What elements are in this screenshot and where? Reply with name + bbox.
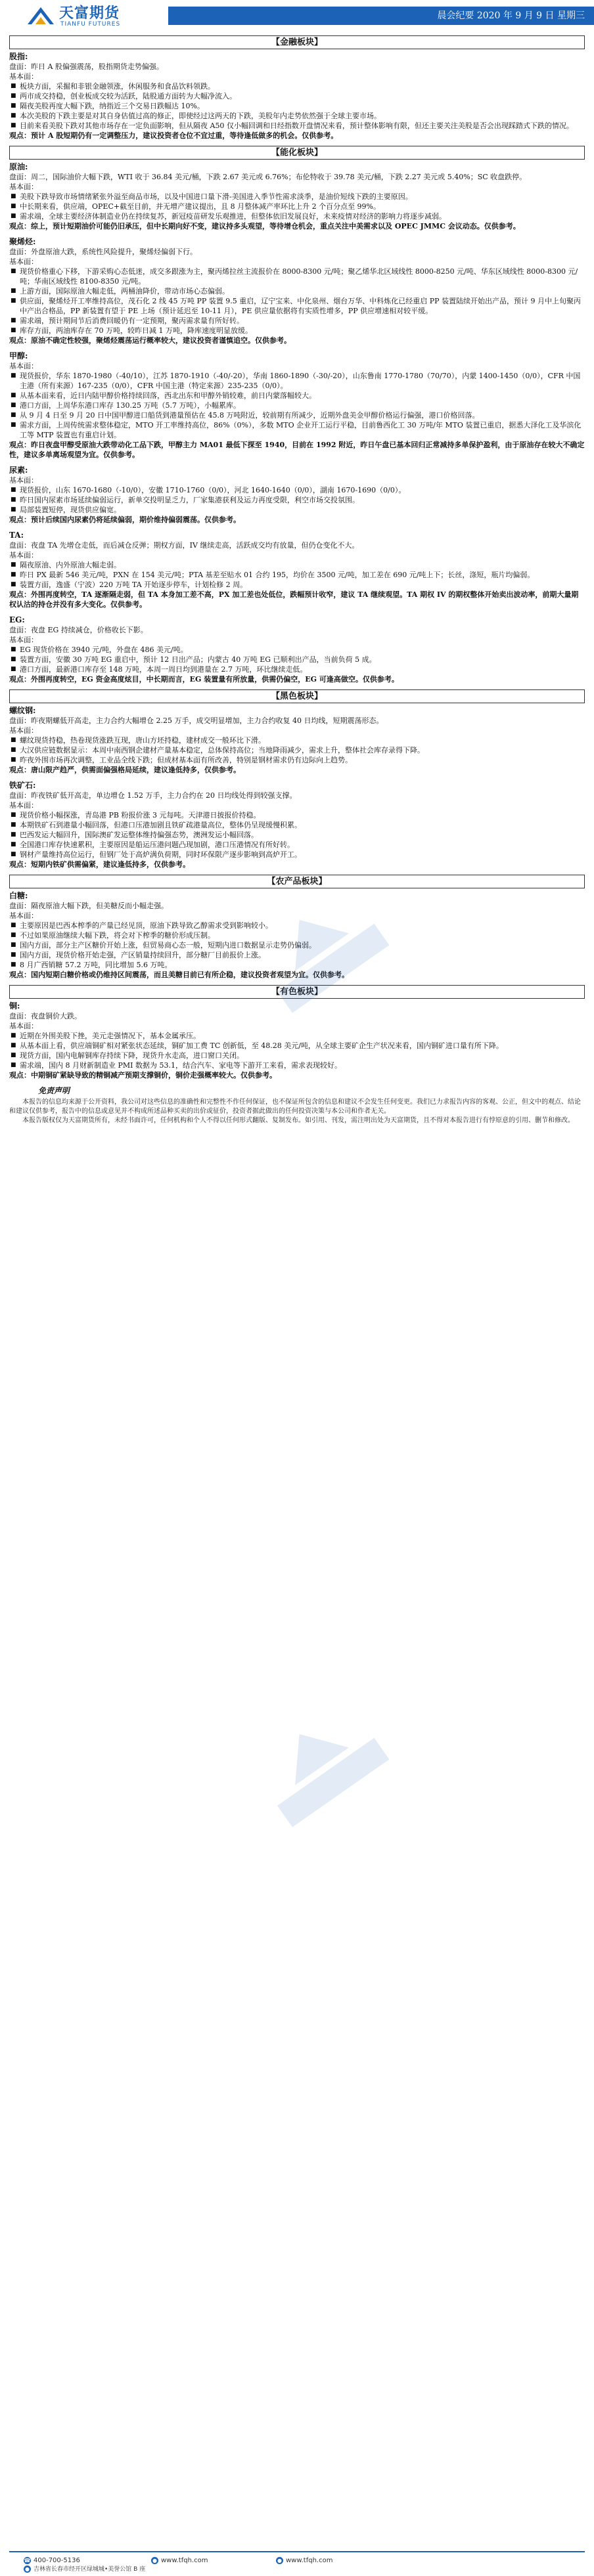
list-item: ■ 供应面，聚烯烃开工率维持高位，茂石化 2 线 45 万吨 PP 装置 9.5 重启，辽宁宝来、中化泉州、烟台万华、中科炼化已经重启 PP 装置陆续开始出产品，预计 9 月中上旬聚丙中产出合格品，PP 新装置有望于 PE 上场（预计延迟至 10-11 月），PE 供应量依据将有实质性增多，PP 供应增速相对较平缓。 xyxy=(9,296,585,316)
market-summary: 盘面：夜盘 TA 先增仓走低，而后减仓反弹；期权方面，IV 继续走高，活跃成交均有放量，但仍仓变化不大。 xyxy=(9,541,359,550)
fundamentals-list xyxy=(9,267,585,336)
fundamentals-list xyxy=(9,560,585,590)
market-summary: 盘面：夜盘铜价大跌。 xyxy=(9,1012,81,1020)
list-item: ■ 从 9 月 4 日至 9 月 20 日中国甲醇进口船货到港量预估在 45.8 万吨附近，较前期有所减少，近期外盘美金甲醇价格运行偏强，港口价格回落。 xyxy=(9,410,585,420)
list-item: ■ 现货价格小幅探涨，青岛港 PB 粉报价涨 3 元每吨。天津港日披报价持稳。 xyxy=(9,810,585,820)
section xyxy=(9,689,585,869)
fundamentals-list xyxy=(9,735,585,765)
list-item: ■ 隔夜美股再度大幅下跌，纳指近三个交易日跌幅达 10%。 xyxy=(9,101,585,111)
list-item: ■ 钢材产量维持高位运行，但钢厂处于高炉满负荷期，同时环保限产逐步影响到高炉开工。 xyxy=(9,850,585,860)
commodity-name: 铁矿石: xyxy=(9,781,36,790)
footer-website-text[interactable]: www.tfqh.com xyxy=(161,2557,208,2564)
list-item: ■ 巴西发运大幅回升，国际澳矿发运整体维持偏强态势，澳洲发运小幅回落。 xyxy=(9,830,585,840)
section xyxy=(9,985,585,1080)
list-item: ■ 板块方面，采掘和非银金融领涨，休闲服务和食品饮料领跌。 xyxy=(9,81,585,91)
list-item: ■ 装置方面，安徽 30 万吨 EG 重启中，预计 12 日出产品；内蒙古 40 万吨 EG 已顺利出产品，当前负荷 5 成。 xyxy=(9,655,585,665)
fundamentals-label: 基本面： xyxy=(9,636,38,644)
fundamentals-label: 基本面： xyxy=(9,801,38,810)
market-summary: 盘面：周二，国际油价大幅下跌，WTI 收于 36.84 美元/桶，下跌 2.67 美元或 6.76%；布伦特收于 39.78 美元/桶，下跌 2.27 美元或 5.40%；SC 收盘跌停。 xyxy=(9,173,527,181)
list-item: ■ 全国港口库存快速累积，主要原因是船运压港问题凸现加剧，港口压港情况有所好转。 xyxy=(9,840,585,850)
list-item: ■ 昨日国内尿素市场延续偏弱运行，新单交投明显乏力，厂家集港获利及运力再度受限，利空市场交投氛围。 xyxy=(9,495,585,505)
list-item: ■ 本期铁矿石到港量小幅回落，但港口压港加剧且铁矿疏港量高位，整体仍呈现缓慢积累。 xyxy=(9,820,585,830)
list-item: ■ 昨日 PX 最新 546 美元/吨，PXN 在 154 美元/吨；PTA 基差至贴水 01 合约 195，均价在 3500 元/吨，加工差在 690 元/吨上下；长丝，涤短，瓶片均偏弱。 xyxy=(9,570,585,580)
footer-divider xyxy=(9,2551,585,2552)
list-item: ■ 目前来看美股下跌对其他市场存在一定负面影响，但从隔夜 A50 仅小幅回调和日经指数开盘情况来看，预计整体影响有限，但还主要关注美股是否会出现踩踏式下跌的情况。 xyxy=(9,121,585,131)
list-item: ■ 上游方面，国际原油大幅走低，两桶油降价，带动市场心态偏弱。 xyxy=(9,286,585,296)
commodity-block xyxy=(9,236,585,345)
list-item: ■ 库存方面，两油库存在 70 万吨，较昨日减 1 万吨，降库速度明显放缓。 xyxy=(9,326,585,336)
list-item: ■ 现货价格重心下移，下游采购心态低迷，成交多跟涨为主，聚丙烯拉丝主流报价在 8000-8300 元/吨；聚乙烯华北区域线性 8000-8250 元/吨、华东区域线性 8000-8300 元/吨；华南区域线性 8100-8350 元/吨。 xyxy=(9,267,585,286)
market-summary: 盘面：昨夜铁矿低开高走，单边增仓 1.52 万手，主力合约在 20 日均线处得到较强支撑。 xyxy=(9,791,297,800)
list-item: ■ 现货报价，华东 1870-1980（-40/10），江苏 1870-1910（-40/-20），华南 1860-1890（-30/-20），山东鲁南 1770-1780（70/70），内蒙 1400-1450（0/0），CFR 中国主港（所有来源）167-235（0/0），CFR 中国主港（特定来源）235-235（0/0）。 xyxy=(9,371,585,391)
commodity-block xyxy=(9,351,585,460)
fundamentals-label: 基本面： xyxy=(9,726,38,735)
commodity-name: 甲醇: xyxy=(9,351,28,360)
market-summary: 盘面：夜盘 EG 持续减仓，价格收长下影。 xyxy=(9,626,148,634)
outlook-text: 观点：国内短期白糖价格或仍维持区间震荡，而且美糖目前已有所企稳，建议投资者观望为宜。仅供参考。 xyxy=(9,971,349,979)
fundamentals-list xyxy=(9,485,585,515)
list-item: ■ 昨夜外围市场再次调整，工业品全线下跌；但成材基本面有所改善，特别是钢材需求仍有边际向上趋势。 xyxy=(9,755,585,765)
footer-address xyxy=(24,2565,145,2573)
market-summary: 盘面：昨夜期螺低开高走，主力合约大幅增仓 2.25 万手，成交明显增加，主力合约收复 40 日均线，短期震荡形态。 xyxy=(9,716,384,725)
logo-text-cn: 天富期货 xyxy=(59,5,120,22)
list-item: ■ 大汉供应链数据显示：本周中南西钢企建材产量基本稳定，总体保持高位；当地降雨减少，需求上升，整体社会库存录得下降。 xyxy=(9,745,585,755)
commodity-name: 螺纹钢: xyxy=(9,706,36,715)
section-title: 【黑色板块】 xyxy=(9,689,585,703)
list-item: ■ 需求端，国内 8 月财新制造业 PMI 数据为 53.1，结合汽车、家电等下游开工来看，需求表现较好。 xyxy=(9,1060,585,1070)
commodity-block xyxy=(9,780,585,869)
section-title: 【能化板块】 xyxy=(9,146,585,160)
commodity-name: 白糖: xyxy=(9,891,28,900)
section-title: 【有色板块】 xyxy=(9,985,585,999)
wechat-icon: ● xyxy=(276,2557,283,2564)
list-item: ■ 港口方面，上周华东港口库存 130.25 万吨（5.7 万吨），小幅累库。 xyxy=(9,401,585,410)
footer-website[interactable] xyxy=(151,2556,208,2565)
report-footer xyxy=(0,2550,594,2576)
footer-wechat-text: www.tfqh.com xyxy=(286,2557,333,2564)
fundamentals-label: 基本面： xyxy=(9,551,38,559)
logo-mark-icon xyxy=(25,5,57,28)
disclaimer xyxy=(9,1085,585,1125)
disclaimer-paragraph: 本报告的信息均来源于公开资料，我公司对这些信息的准确性和完整性不作任何保证，也不保证所包含的信息和建议不会发生任何变更。我们已力求报告内容的客观、公正，但文中的观点、结论和建议仅供参考，报告中的信息或意见并不构成所述品种买卖的出价或征价，投资者据此做出的任何投资决策与本公司和作者无关。 xyxy=(9,1099,581,1115)
commodity-block xyxy=(9,890,585,980)
fundamentals-label: 基本面： xyxy=(9,257,38,266)
location-icon: ● xyxy=(24,2565,31,2573)
fundamentals-list xyxy=(9,645,585,674)
disclaimer-paragraph: 本报告版权仅为天富期货所有，未经书面许可，任何机构和个人不得以任何形式翻版、复制发布。如引用、刊发，需注明出处为天富期货，且不得对本报告进行有悖原意的引用、删节和修改。 xyxy=(22,1117,574,1124)
globe-icon: ● xyxy=(151,2557,158,2564)
footer-address-text: 吉林省长春市经开区绿城城•美誉公馆 B 座 xyxy=(34,2566,146,2573)
fundamentals-list xyxy=(9,192,585,221)
fundamentals-list xyxy=(9,810,585,860)
section xyxy=(9,875,585,980)
section xyxy=(9,35,585,141)
fundamentals-label: 基本面： xyxy=(9,183,38,191)
footer-wechat xyxy=(276,2556,332,2565)
list-item: ■ 不过如果原油继续大幅下跌，将会对下榨季的糖价形成压制。 xyxy=(9,930,585,940)
commodity-name: 股指: xyxy=(9,52,28,61)
report-body xyxy=(0,33,594,1125)
list-item: ■ 现货方面，国内电解铜库存持续下降，现货升水走高，进口窗口关闭。 xyxy=(9,1051,585,1060)
outlook-text: 观点：预计 A 股短期仍有一定调整压力，建议投资者仓位不宜过重，等待逢低做多的机会。仅供参考。 xyxy=(9,131,338,140)
list-item: ■ 国内方面，部分主产区糖价开始上涨，但贸易商心态一般，短期内进口数据显示走势仍偏弱。 xyxy=(9,940,585,950)
outlook-text: 观点：综上，预计短期油价可能仍旧承压，但中长期向好不变，建议持多头观望，等待增仓机会，重点关注中美需求以及 OPEC JMMC 会议动态。仅供参考。 xyxy=(9,222,520,230)
commodity-block xyxy=(9,530,585,609)
fundamentals-label: 基本面： xyxy=(9,362,38,370)
list-item: ■ 从基本面来看，近日内陆甲醇价格持续回落，西北出东和甲醇外销较难，前日内蒙落幅较大。 xyxy=(9,391,585,401)
commodity-name: 聚烯烃: xyxy=(9,237,36,246)
section-title: 【农产品板块】 xyxy=(9,875,585,888)
list-item: ■ 螺纹现货持稳，热卷现货涨跌互现，唐山方坯持稳，建材成交一般环比下滑。 xyxy=(9,735,585,745)
market-summary: 盘面：外盘原油大跌，系统性风险提升，聚烯烃偏弱下行。 xyxy=(9,248,197,256)
outlook-text: 观点：外围再度转空，TA 逐渐隔走弱，但 TA 本身加工差不高，PX 加工差也处低位，跌幅预计收窄，建议 TA 继续观望。TA 期权 IV 的期权整体开始卖出波动率，前期大量期权认沽的持仓并没有多大变化。仅供参考。 xyxy=(9,590,579,609)
outlook-text: 观点：原油不确定性较强，聚烯烃震荡运行概率较大，建议投资者谨慎追空。仅供参考。 xyxy=(9,336,291,345)
section-title: 【金融板块】 xyxy=(9,35,585,49)
outlook-text: 观点：唐山限产趋严，供需面偏强格局延续，建议逢低持多，仅供参考。 xyxy=(9,766,240,774)
header-banner xyxy=(168,7,594,25)
commodity-block xyxy=(9,705,585,775)
outlook-text: 观点：昨日夜盘甲醇受原油大跌带动化工品下跌，甲醇主力 MA01 最低下探至 1940，目前在 1992 附近，昨日午盘已基本回归正常减持多单保护盈利，由于原油存在较大不确定性，建议多单离场观望为宜。仅供参考。 xyxy=(9,441,585,459)
fundamentals-label: 基本面： xyxy=(9,72,38,81)
commodity-block xyxy=(9,465,585,525)
fundamentals-list xyxy=(9,921,585,970)
list-item: ■ 近期在外围美股下挫，美元走强情况下，基本金属承压。 xyxy=(9,1031,585,1041)
list-item: ■ 装置方面，逸盛（宁波）220 万吨 TA 开始逐步停车，计划检修 2 周。 xyxy=(9,580,585,590)
fundamentals-list xyxy=(9,371,585,440)
commodity-name: TA: xyxy=(9,531,24,540)
list-item: ■ 主要原因是巴西本榨季的产量已经见顶，原油下跌导致乙醇需求受到影响较小。 xyxy=(9,921,585,930)
list-item: ■ 需求端，预计期间节后消费回暖仍有一定预期，聚丙需求量有所好转。 xyxy=(9,316,585,326)
commodity-name: 尿素: xyxy=(9,466,28,475)
market-summary: 盘面：隔夜原油大幅下跌，但美糖反而小幅走强。 xyxy=(9,902,168,910)
logo-text-en: TIANFU FUTURES xyxy=(60,21,121,28)
phone-icon: ☎ xyxy=(24,2557,31,2564)
footer-phone xyxy=(24,2556,80,2565)
list-item: ■ 需求端，全球主要经济体制造业仍在持续复苏，新冠疫苗研发乐观推进，但整体依旧发展良好，未来疫情对经济的影响力将逐步减弱。 xyxy=(9,211,585,221)
disclaimer-title: 免责声明 xyxy=(38,1086,70,1095)
list-item: ■ 本次美股的下跌主要是对其自身估值过高的修正，即使经过这两天的下跌，美股年内走势依然强于全球主要市场。 xyxy=(9,111,585,121)
list-item: ■ EG 现货价格在 3940 元/吨，外盘在 486 美元/吨。 xyxy=(9,645,585,655)
list-item: ■ 局部装置短停，现货供应偏宽。 xyxy=(9,505,585,515)
report-header xyxy=(0,0,594,33)
outlook-text: 观点：外围再度转空，EG 资金高度炫目，中长期而言，EG 装置量有所放量，供需仍偏空，EG 可逢高做空。仅供参考。 xyxy=(9,675,399,684)
list-item: ■ 需求方面，上周传统需求整体稳定，MTO 开工率维持高位，86%（0%），多数 MTO 企业开工运行平稳，目前鲁西化工 30 万吨/年 MTO 装置已重启，据悉大泽化工及华滨化工等 MTP 装置也有重启计划。 xyxy=(9,420,585,440)
commodity-block xyxy=(9,51,585,141)
section xyxy=(9,146,585,684)
fundamentals-label: 基本面： xyxy=(9,1022,38,1030)
list-item: ■ 隔夜原油、内外原油大幅走弱。 xyxy=(9,560,585,570)
fundamentals-list xyxy=(9,81,585,131)
outlook-text: 观点：预计后续国内尿素仍将延续偏弱，期价维持偏弱震荡。仅供参考。 xyxy=(9,515,240,524)
commodity-block xyxy=(9,1001,585,1080)
commodity-block xyxy=(9,615,585,684)
company-logo xyxy=(25,5,156,28)
outlook-text: 观点：中期铜矿紧缺导致的精铜减产预期支撑铜价，铜价走强概率较大。仅供参考。 xyxy=(9,1071,277,1080)
list-item: ■ 中长期来看，供应端，OPEC+截至目前，并无增产建议提出，且 8 月整体减产率环比上升 2 个百分点至 99%。 xyxy=(9,202,585,211)
list-item: ■ 国内方面，现货价格开始走强，产区销量持续回升，部分糖厂目前报价上涨。 xyxy=(9,950,585,960)
footer-phone-text: 400-700-5136 xyxy=(34,2557,80,2564)
list-item: ■ 现货报价，山东 1670-1680（-10/0），安徽 1710-1760（0/0），河北 1640-1640（0/0），湖南 1670-1690（0/0）。 xyxy=(9,485,585,495)
fundamentals-label: 基本面： xyxy=(9,911,38,920)
list-item: ■ 两市成交持稳，创业板成交较为活跃，陆股通方面转为大幅净流入。 xyxy=(9,91,585,101)
report-date: 晨会纪要 2020 年 9 月 9 日 星期三 xyxy=(437,11,585,21)
outlook-text: 观点：短期内铁矿供需偏紧，建议逢低持多，仅供参考。 xyxy=(9,860,190,869)
list-item: ■ 港口方面，最新港口库存至 148 万吨，本周一周日均到港量在 2.7 万吨，环比继续走低。 xyxy=(9,665,585,674)
list-item: ■ 8 月广西销糖 57.2 万吨，同比增加 5.6 万吨。 xyxy=(9,960,585,970)
commodity-name: EG: xyxy=(9,615,25,624)
fundamentals-list xyxy=(9,1031,585,1070)
commodity-name: 铜: xyxy=(9,1001,20,1011)
list-item: ■ 美股下跌导致市场情绪紧张外溢至商品市场，以及中国进口量下滑-美国进入季节性需求淡季，是油价短线下跌的主要原因。 xyxy=(9,192,585,202)
commodity-block xyxy=(9,162,585,231)
fundamentals-label: 基本面： xyxy=(9,476,38,485)
list-item: ■ 从基本面上看，供应端铜矿相对紧张状态延续，铜矿加工费 TC 创新低，至 48.28 美元/吨，从全球主要矿企生产状况来看，国内铜矿进口量有所下降。 xyxy=(9,1041,585,1051)
watermark-logo xyxy=(217,1628,427,1904)
market-summary: 盘面：昨日 A 股偏强震荡，股指期货走势偏强。 xyxy=(9,62,164,71)
commodity-name: 原油: xyxy=(9,162,28,171)
